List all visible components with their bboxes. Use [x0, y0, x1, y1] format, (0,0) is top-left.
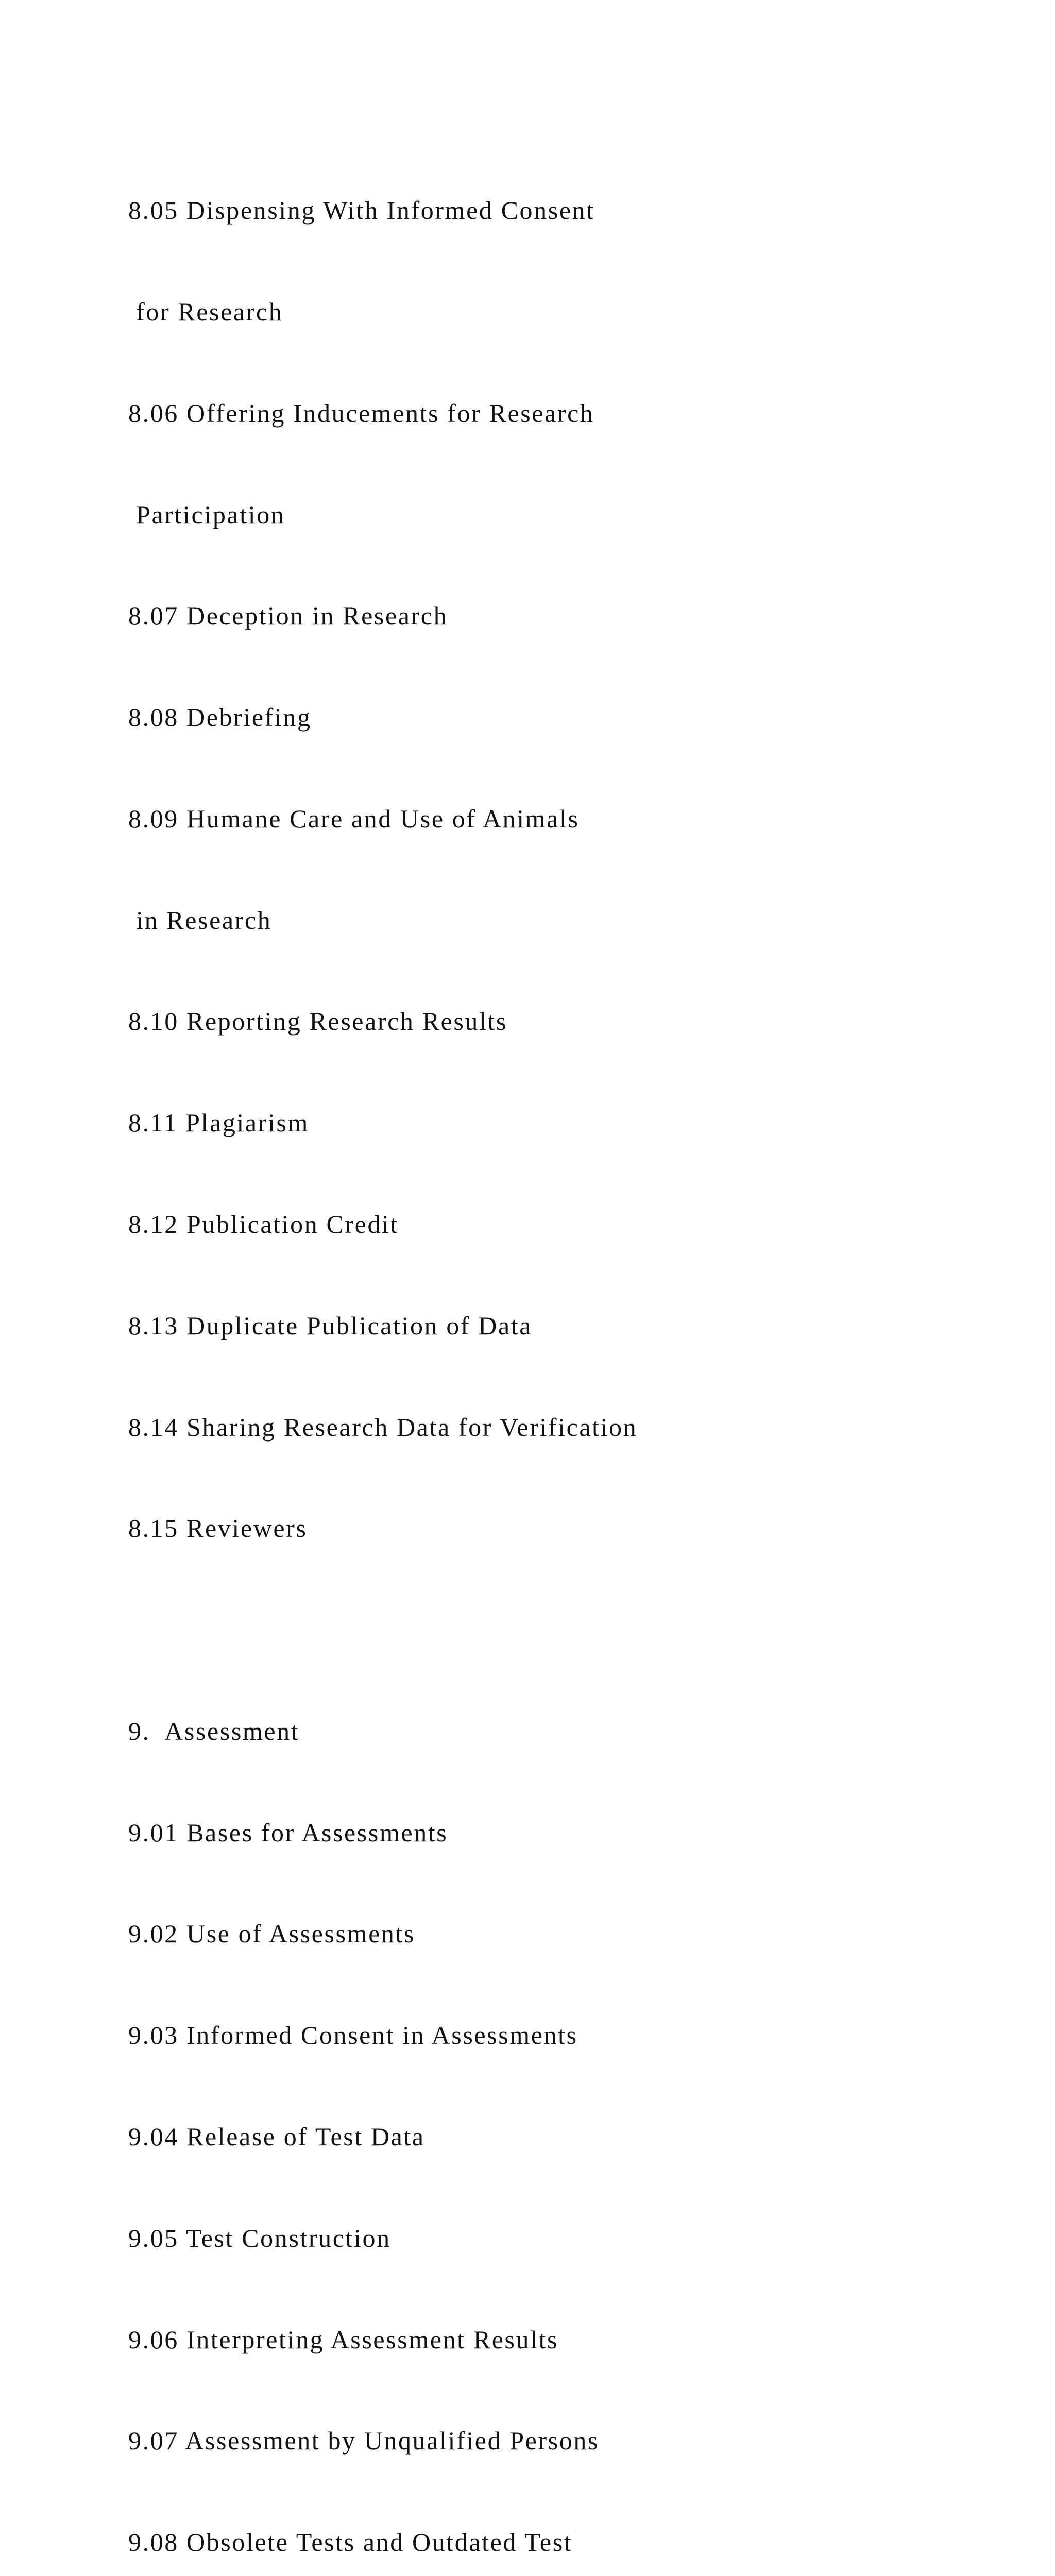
text-line: 8.07 Deception in Research — [128, 601, 448, 631]
text-line: 9.07 Assessment by Unqualified Persons — [128, 2426, 600, 2455]
text-line: 8.14 Sharing Research Data for Verification — [128, 1412, 638, 1442]
text-line: 9.05 Test Construction — [128, 2223, 391, 2252]
text-line: 8.11 Plagiarism — [128, 1108, 310, 1138]
text-line: 9.01 Bases for Assessments — [128, 1818, 448, 1847]
text-line: 9.04 Release of Test Data — [128, 2122, 425, 2151]
text-line: 9.02 Use of Assessments — [128, 1919, 416, 1948]
text-line: 8.08 Debriefing — [128, 703, 312, 732]
text-line: Participation — [128, 500, 285, 529]
text-line: 8.09 Humane Care and Use of Animals — [128, 804, 580, 833]
text-line: 9.06 Interpreting Assessment Results — [128, 2325, 559, 2354]
text-line: 8.12 Publication Credit — [128, 1210, 399, 1239]
text-line: for Research — [128, 297, 283, 326]
text-line: 8.13 Duplicate Publication of Data — [128, 1311, 533, 1340]
text-line: in Research — [128, 905, 272, 935]
section-heading-9: 9. Assessment — [128, 1716, 300, 1745]
text-line: 8.10 Reporting Research Results — [128, 1007, 508, 1036]
blank-line — [128, 1613, 952, 1647]
text-line: 8.15 Reviewers — [128, 1514, 308, 1543]
text-line: 8.06 Offering Inducements for Research — [128, 398, 594, 428]
text-line: 9.03 Informed Consent in Assessments — [128, 2021, 578, 2050]
text-line: 8.05 Dispensing With Informed Consent — [128, 196, 595, 225]
document-text — [128, 126, 952, 2576]
text-line: 9.08 Obsolete Tests and Outdated Test — [128, 2528, 573, 2557]
